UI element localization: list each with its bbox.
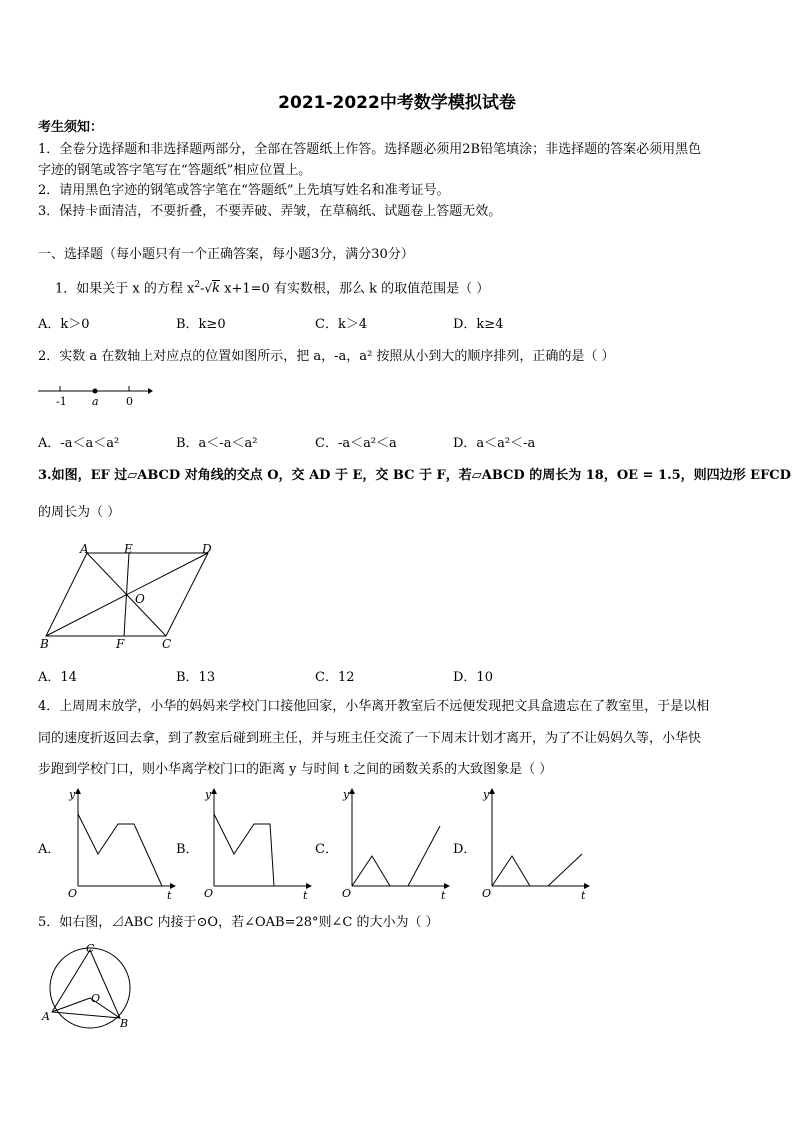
question-5: 5．如右图，⊿ABC 内接于⊙O，若∠OAB=28°则∠C 的大小为（ ）	[38, 915, 439, 930]
graph-d	[476, 786, 592, 902]
q2-option-d[interactable]: D．a＜a²＜-a	[453, 436, 536, 451]
sqrt-symbol: √	[204, 281, 213, 296]
label-f: F	[116, 637, 125, 651]
graph-c	[336, 786, 452, 902]
y-label: y	[69, 788, 76, 801]
q4-option-d[interactable]: D．	[453, 842, 477, 857]
q1-option-b[interactable]: B．k≥0	[176, 317, 226, 332]
q2-option-a[interactable]: A．-a＜a＜a²	[38, 436, 120, 451]
t-label: t	[303, 889, 308, 902]
label-o: O	[135, 592, 145, 606]
label-a: A	[80, 542, 89, 556]
notice-item-3: 3．保持卡面清洁，不要折叠，不要弄破、弄皱，在草稿纸、试题卷上答题无效。	[38, 204, 502, 219]
question-2: 2．实数 a 在数轴上对应点的位置如图所示，把 a，-a，a² 按照从小到大的顺序排列，正确的是（ ）	[38, 349, 615, 364]
q4-option-a[interactable]: A．	[38, 842, 61, 857]
notice-item-1: 1．全卷分选择题和非选择题两部分，全部在答题纸上作答。选择题必须用2B铅笔填涂；非选择题的答案必须用黑色	[38, 142, 702, 157]
y-label: y	[205, 788, 212, 801]
q2-option-c[interactable]: C．-a＜a²＜a	[315, 436, 397, 451]
t-label: t	[581, 889, 586, 902]
origin-label: O	[482, 887, 492, 900]
label-o: O	[91, 992, 101, 1005]
graph-b	[198, 786, 314, 902]
notice-item-1-cont: 字迹的钢笔或答字笔写在“答题纸”相应位置上。	[38, 163, 312, 178]
question-3-cont: 的周长为（ ）	[38, 505, 121, 520]
page-title: 2021-2022中考数学模拟试卷	[278, 93, 516, 113]
q4-option-b[interactable]: B．	[176, 842, 199, 857]
parallelogram-figure	[38, 540, 218, 652]
y-label: y	[483, 788, 490, 801]
label-c: C	[86, 942, 95, 955]
label-a: A	[42, 1010, 50, 1023]
label-d: D	[202, 542, 212, 556]
q3-option-b[interactable]: B．13	[176, 670, 216, 685]
q3-option-d[interactable]: D．10	[453, 670, 493, 685]
q1-option-c[interactable]: C．k＞4	[315, 317, 368, 332]
graph-a	[62, 786, 178, 902]
label-b: B	[120, 1017, 129, 1030]
axis-label-neg1: -1	[56, 395, 67, 408]
q3-option-c[interactable]: C．12	[315, 670, 355, 685]
q3-option-a[interactable]: A．14	[38, 670, 77, 685]
q4-option-c[interactable]: C．	[315, 842, 338, 857]
origin-label: O	[342, 887, 352, 900]
origin-label: O	[204, 887, 214, 900]
section-heading: 一、选择题（每小题只有一个正确答案，每小题3分，满分30分）	[38, 247, 414, 262]
axis-label-a: a	[92, 395, 99, 408]
t-label: t	[441, 889, 446, 902]
label-e: E	[124, 542, 133, 556]
question-4-line-2: 同的速度折返回去拿，到了教室后碰到班主任，并与班主任交流了一下周末计划才离开，为了不让妈妈久等，小华快	[38, 731, 702, 746]
label-b: B	[40, 637, 49, 651]
question-1: 1．如果关于 x 的方程 $x^2-√k$ x+1=0 有实数根，那么 k 的取值范围是（ ）	[55, 280, 490, 297]
label-c: C	[162, 637, 172, 651]
t-label: t	[167, 889, 172, 902]
q1-option-a[interactable]: A．k＞0	[38, 317, 90, 332]
q2-option-b[interactable]: B．a＜-a＜a²	[176, 436, 258, 451]
notice-item-2: 2．请用黑色字迹的钢笔或答字笔在“答题纸”上先填写姓名和准考证号。	[38, 183, 450, 198]
question-3: 3.如图，EF 过▱ABCD 对角线的交点 O，交 AD 于 E，交 BC 于 F，若▱ABCD 的周长为 18，OE = 1.5，则四边形 EFCD	[38, 468, 791, 483]
q1-option-d[interactable]: D．k≥4	[453, 317, 504, 332]
y-label: y	[343, 788, 350, 801]
origin-label: O	[68, 887, 78, 900]
circle-figure	[38, 940, 138, 1032]
axis-label-0: 0	[126, 395, 133, 408]
question-4-line-1: 4．上周周末放学，小华的妈妈来学校门口接他回家，小华离开教室后不远便发现把文具盒遗忘在了教室里，于是以相	[38, 699, 710, 714]
question-4-line-3: 步跑到学校门口，则小华离学校门口的距离 y 与时间 t 之间的函数关系的大致图象是（ ）	[38, 762, 553, 777]
number-line-figure	[36, 383, 154, 409]
notice-header: 考生须知：	[38, 120, 104, 135]
